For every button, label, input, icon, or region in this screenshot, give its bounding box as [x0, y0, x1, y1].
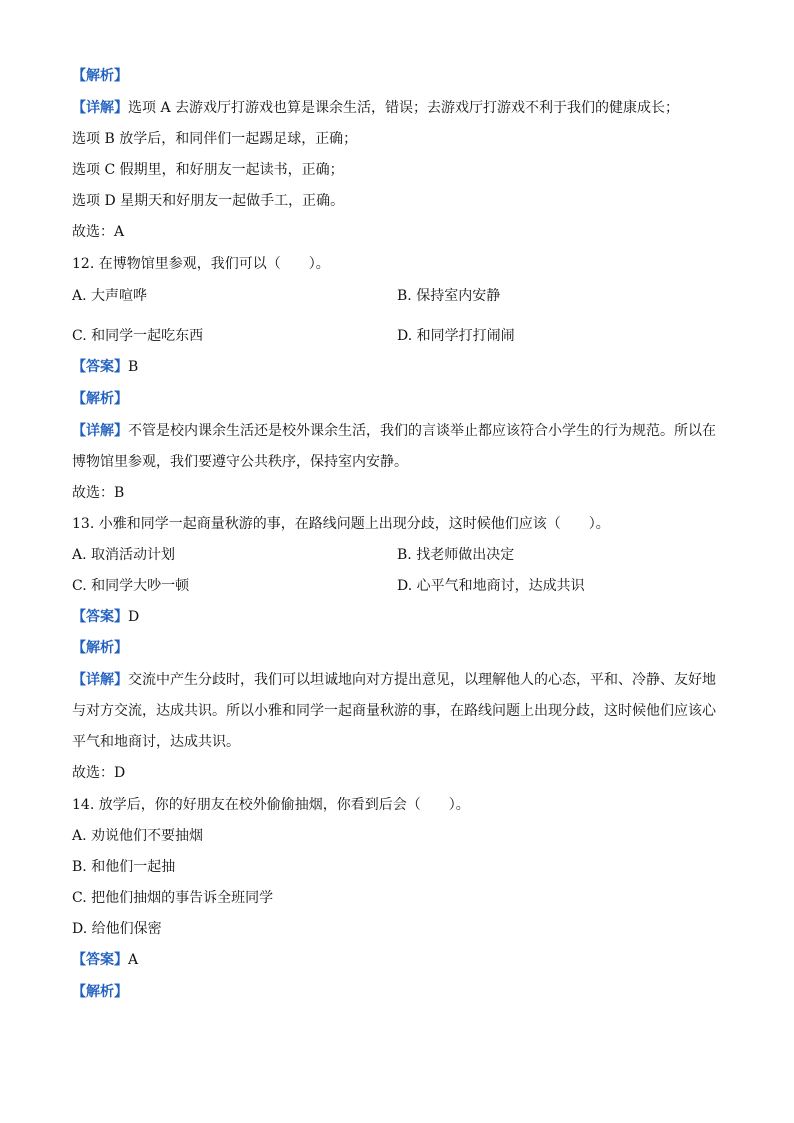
q14-answer: [72, 950, 138, 970]
q14-option-b: B. 和他们一起抽: [72, 859, 176, 875]
question-14: 14. 放学后，你的好朋友在校外偷偷抽烟，你看到后会（ ）。: [72, 797, 470, 813]
q14-analysis-label: 【解析】: [72, 984, 128, 1000]
q13-option-b: B. 找老师做出决定: [397, 547, 515, 563]
q12-option-d: D. 和同学打打闹闹: [397, 328, 515, 344]
q13-answer: [72, 607, 139, 627]
q12-final-answer: 故选：B: [72, 485, 125, 501]
detail-text-line-2: 选项 B 放学后，和同伴们一起踢足球，正确；: [72, 131, 358, 147]
detail-label: 【详解】: [72, 100, 128, 116]
q14-option-c: C. 把他们抽烟的事告诉全班同学: [72, 890, 274, 906]
q12-analysis-label: 【解析】: [72, 391, 128, 407]
detail-text-line-3: 选项 C 假期里，和好朋友一起读书，正确；: [72, 162, 344, 178]
answer-label: 【答案】: [72, 952, 128, 968]
answer-label: 【答案】: [72, 609, 128, 625]
answer-value: A: [128, 952, 139, 968]
q13-final-answer: 故选：D: [72, 765, 126, 781]
q13-detail-line-2: 与对方交流，达成共识。所以小雅和同学一起商量秋游的事，在路线问题上出现分歧，这时候他们应该心: [72, 703, 716, 719]
q14-option-d: D. 给他们保密: [72, 921, 162, 937]
final-answer: 故选：A: [72, 224, 125, 240]
detail-text: 交流中产生分歧时，我们可以坦诚地向对方提出意见，以理解他人的心态，平和、冷静、友好地: [128, 672, 716, 688]
q13-option-d: D. 心平气和地商讨，达成共识: [397, 578, 585, 594]
q13-detail-line-1: [72, 670, 716, 690]
detail-label: 【详解】: [72, 672, 128, 688]
q14-option-a: A. 劝说他们不要抽烟: [72, 828, 204, 844]
q12-option-c: C. 和同学一起吃东西: [72, 328, 204, 344]
detail-text-line-4: 选项 D 星期天和好朋友一起做手工，正确。: [72, 193, 345, 209]
q13-option-a: A. 取消活动计划: [72, 547, 176, 563]
q12-detail-line-2: 博物馆里参观，我们要遵守公共秩序，保持室内安静。: [72, 454, 408, 470]
detail-text: 选项 A 去游戏厅打游戏也算是课余生活，错误；去游戏厅打游戏不利于我们的健康成长；: [128, 100, 680, 116]
q13-analysis-label: 【解析】: [72, 640, 128, 656]
q12-answer: [72, 357, 138, 377]
answer-value: B: [128, 359, 139, 375]
q13-detail-line-3: 平气和地商讨，达成共识。: [72, 734, 240, 750]
question-12: 12. 在博物馆里参观，我们可以（ ）。: [72, 256, 330, 272]
q12-option-a: A. 大声喧哗: [72, 288, 148, 304]
detail-text: 不管是校内课余生活还是校外课余生活，我们的言谈举止都应该符合小学生的行为规范。所以在: [128, 423, 716, 439]
q13-option-c: C. 和同学大吵一顿: [72, 578, 190, 594]
answer-value: D: [128, 609, 140, 625]
detail-line: [72, 98, 679, 118]
analysis-label: 【解析】: [72, 68, 128, 84]
detail-label: 【详解】: [72, 423, 128, 439]
q12-option-b: B. 保持室内安静: [397, 288, 501, 304]
q12-detail-line-1: [72, 421, 716, 441]
question-13: 13. 小雅和同学一起商量秋游的事，在路线问题上出现分歧，这时候他们应该（ ）。: [72, 516, 610, 532]
answer-label: 【答案】: [72, 359, 128, 375]
